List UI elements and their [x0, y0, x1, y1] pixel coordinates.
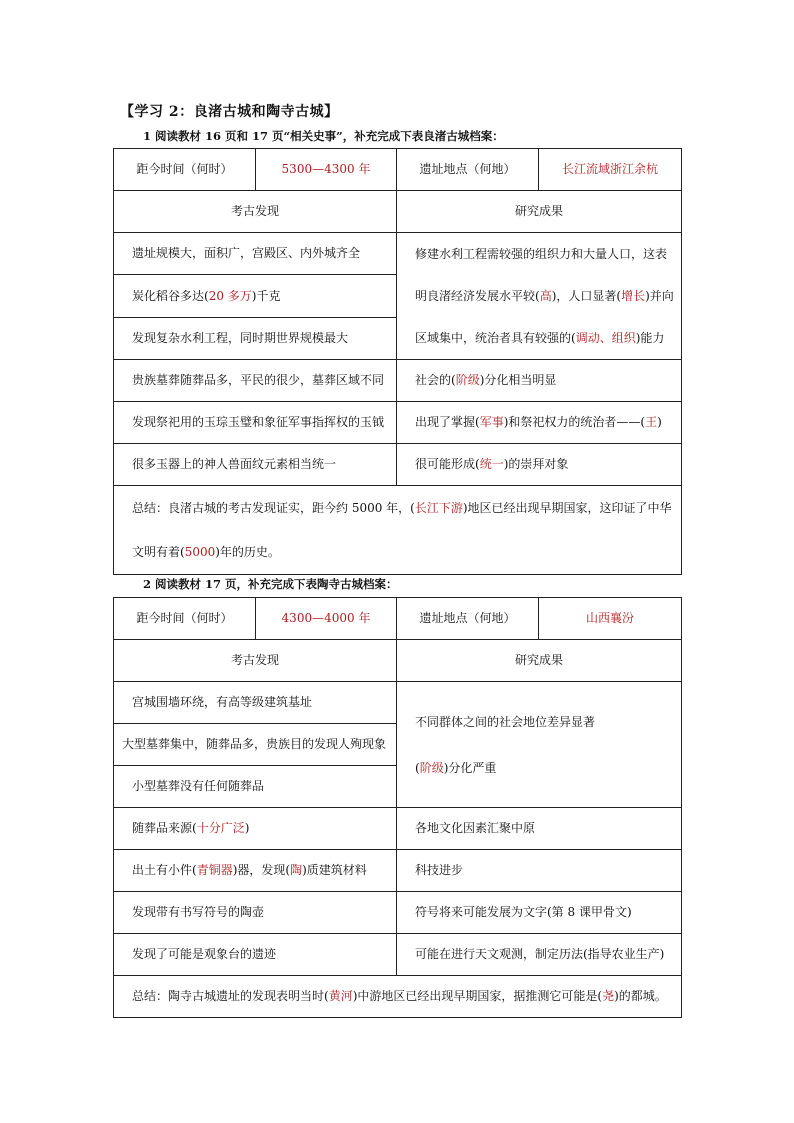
- taosi-table: [113, 597, 682, 1018]
- taosi-discovery-6: 发现带有书写符号的陶壶: [114, 892, 397, 934]
- liangzhu-merged-result: 修建水利工程需较强的组织力和大量人口，这表明良渚经济发展水平较(高)，人口显著(增长)并向区域集中，统治者具有较强的(调动、组织)能力: [397, 233, 682, 360]
- taosi-result-6: 符号将来可能发展为文字(第 8 课甲骨文): [397, 892, 682, 934]
- taosi-merged-result: 不同群体之间的社会地位差异显著 (阶级)分化严重: [397, 682, 682, 808]
- liangzhu-time-label: 距今时间（何时）: [114, 149, 256, 191]
- liangzhu-discovery-2: 炭化稻谷多达(20 多万)千克: [114, 275, 397, 317]
- liangzhu-result-4: 社会的(阶级)分化相当明显: [397, 360, 682, 402]
- liangzhu-discovery-5: 发现祭祀用的玉琮玉璧和象征军事指挥权的玉钺: [114, 402, 397, 444]
- taosi-discovery-7: 发现了可能是观象台的遗迹: [114, 934, 397, 976]
- taosi-result-4: 各地文化因素汇聚中原: [397, 808, 682, 850]
- taosi-discovery-2: 大型墓葬集中，随葬品多，贵族目的发现人殉现象: [114, 724, 397, 766]
- liangzhu-instruction: 1 阅读教材 16 页和 17 页“相关史事”，补充完成下表良渚古城档案：: [143, 129, 504, 143]
- taosi-summary: 总结：陶寺古城遗址的发现表明当时(黄河)中游地区已经出现早期国家，据推测它可能是(尧)的都城。: [114, 976, 682, 1018]
- taosi-time-value: 4300—4000 年: [256, 598, 397, 640]
- liangzhu-time-value: 5300—4300 年: [256, 149, 397, 191]
- taosi-discovery-1: 宫城围墙环绕，有高等级建筑基址: [114, 682, 397, 724]
- liangzhu-place-value: 长江流域浙江余杭: [539, 149, 682, 191]
- taosi-place-label: 遗址地点（何地）: [397, 598, 539, 640]
- taosi-result-5: 科技进步: [397, 850, 682, 892]
- liangzhu-result-6: 很可能形成(统一)的崇拜对象: [397, 444, 682, 486]
- liangzhu-col-discovery: 考古发现: [114, 191, 397, 233]
- taosi-discovery-4: 随葬品来源(十分广泛): [114, 808, 397, 850]
- section-title: 【学习 2：良渚古城和陶寺古城】: [120, 104, 339, 120]
- liangzhu-result-5: 出现了掌握(军事)和祭祀权力的统治者——(王): [397, 402, 682, 444]
- liangzhu-discovery-3: 发现复杂水利工程，同时期世界规模最大: [114, 317, 397, 359]
- taosi-time-label: 距今时间（何时）: [114, 598, 256, 640]
- liangzhu-discovery-6: 很多玉器上的神人兽面纹元素相当统一: [114, 444, 397, 486]
- taosi-result-7: 可能在进行天文观测，制定历法(指导农业生产): [397, 934, 682, 976]
- taosi-col-result: 研究成果: [397, 640, 682, 682]
- taosi-discovery-3: 小型墓葬没有任何随葬品: [114, 766, 397, 808]
- liangzhu-place-label: 遗址地点（何地）: [397, 149, 539, 191]
- liangzhu-col-result: 研究成果: [397, 191, 682, 233]
- liangzhu-discovery-4: 贵族墓葬随葬品多，平民的很少，墓葬区域不同: [114, 360, 397, 402]
- taosi-col-discovery: 考古发现: [114, 640, 397, 682]
- taosi-instruction: 2 阅读教材 17 页，补充完成下表陶寺古城档案：: [143, 577, 398, 591]
- liangzhu-table: [113, 148, 682, 575]
- liangzhu-discovery-1: 遗址规模大，面积广，宫殿区、内外城齐全: [114, 233, 397, 275]
- liangzhu-summary: 总结：良渚古城的考古发现证实，距今约 5000 年，(长江下游)地区已经出现早期国家，这印证了中华文明有着(5000)年的历史。: [114, 486, 682, 575]
- taosi-place-value: 山西襄汾: [539, 598, 682, 640]
- taosi-discovery-5: 出土有小件(青铜器)器，发现(陶)质建筑材料: [114, 850, 397, 892]
